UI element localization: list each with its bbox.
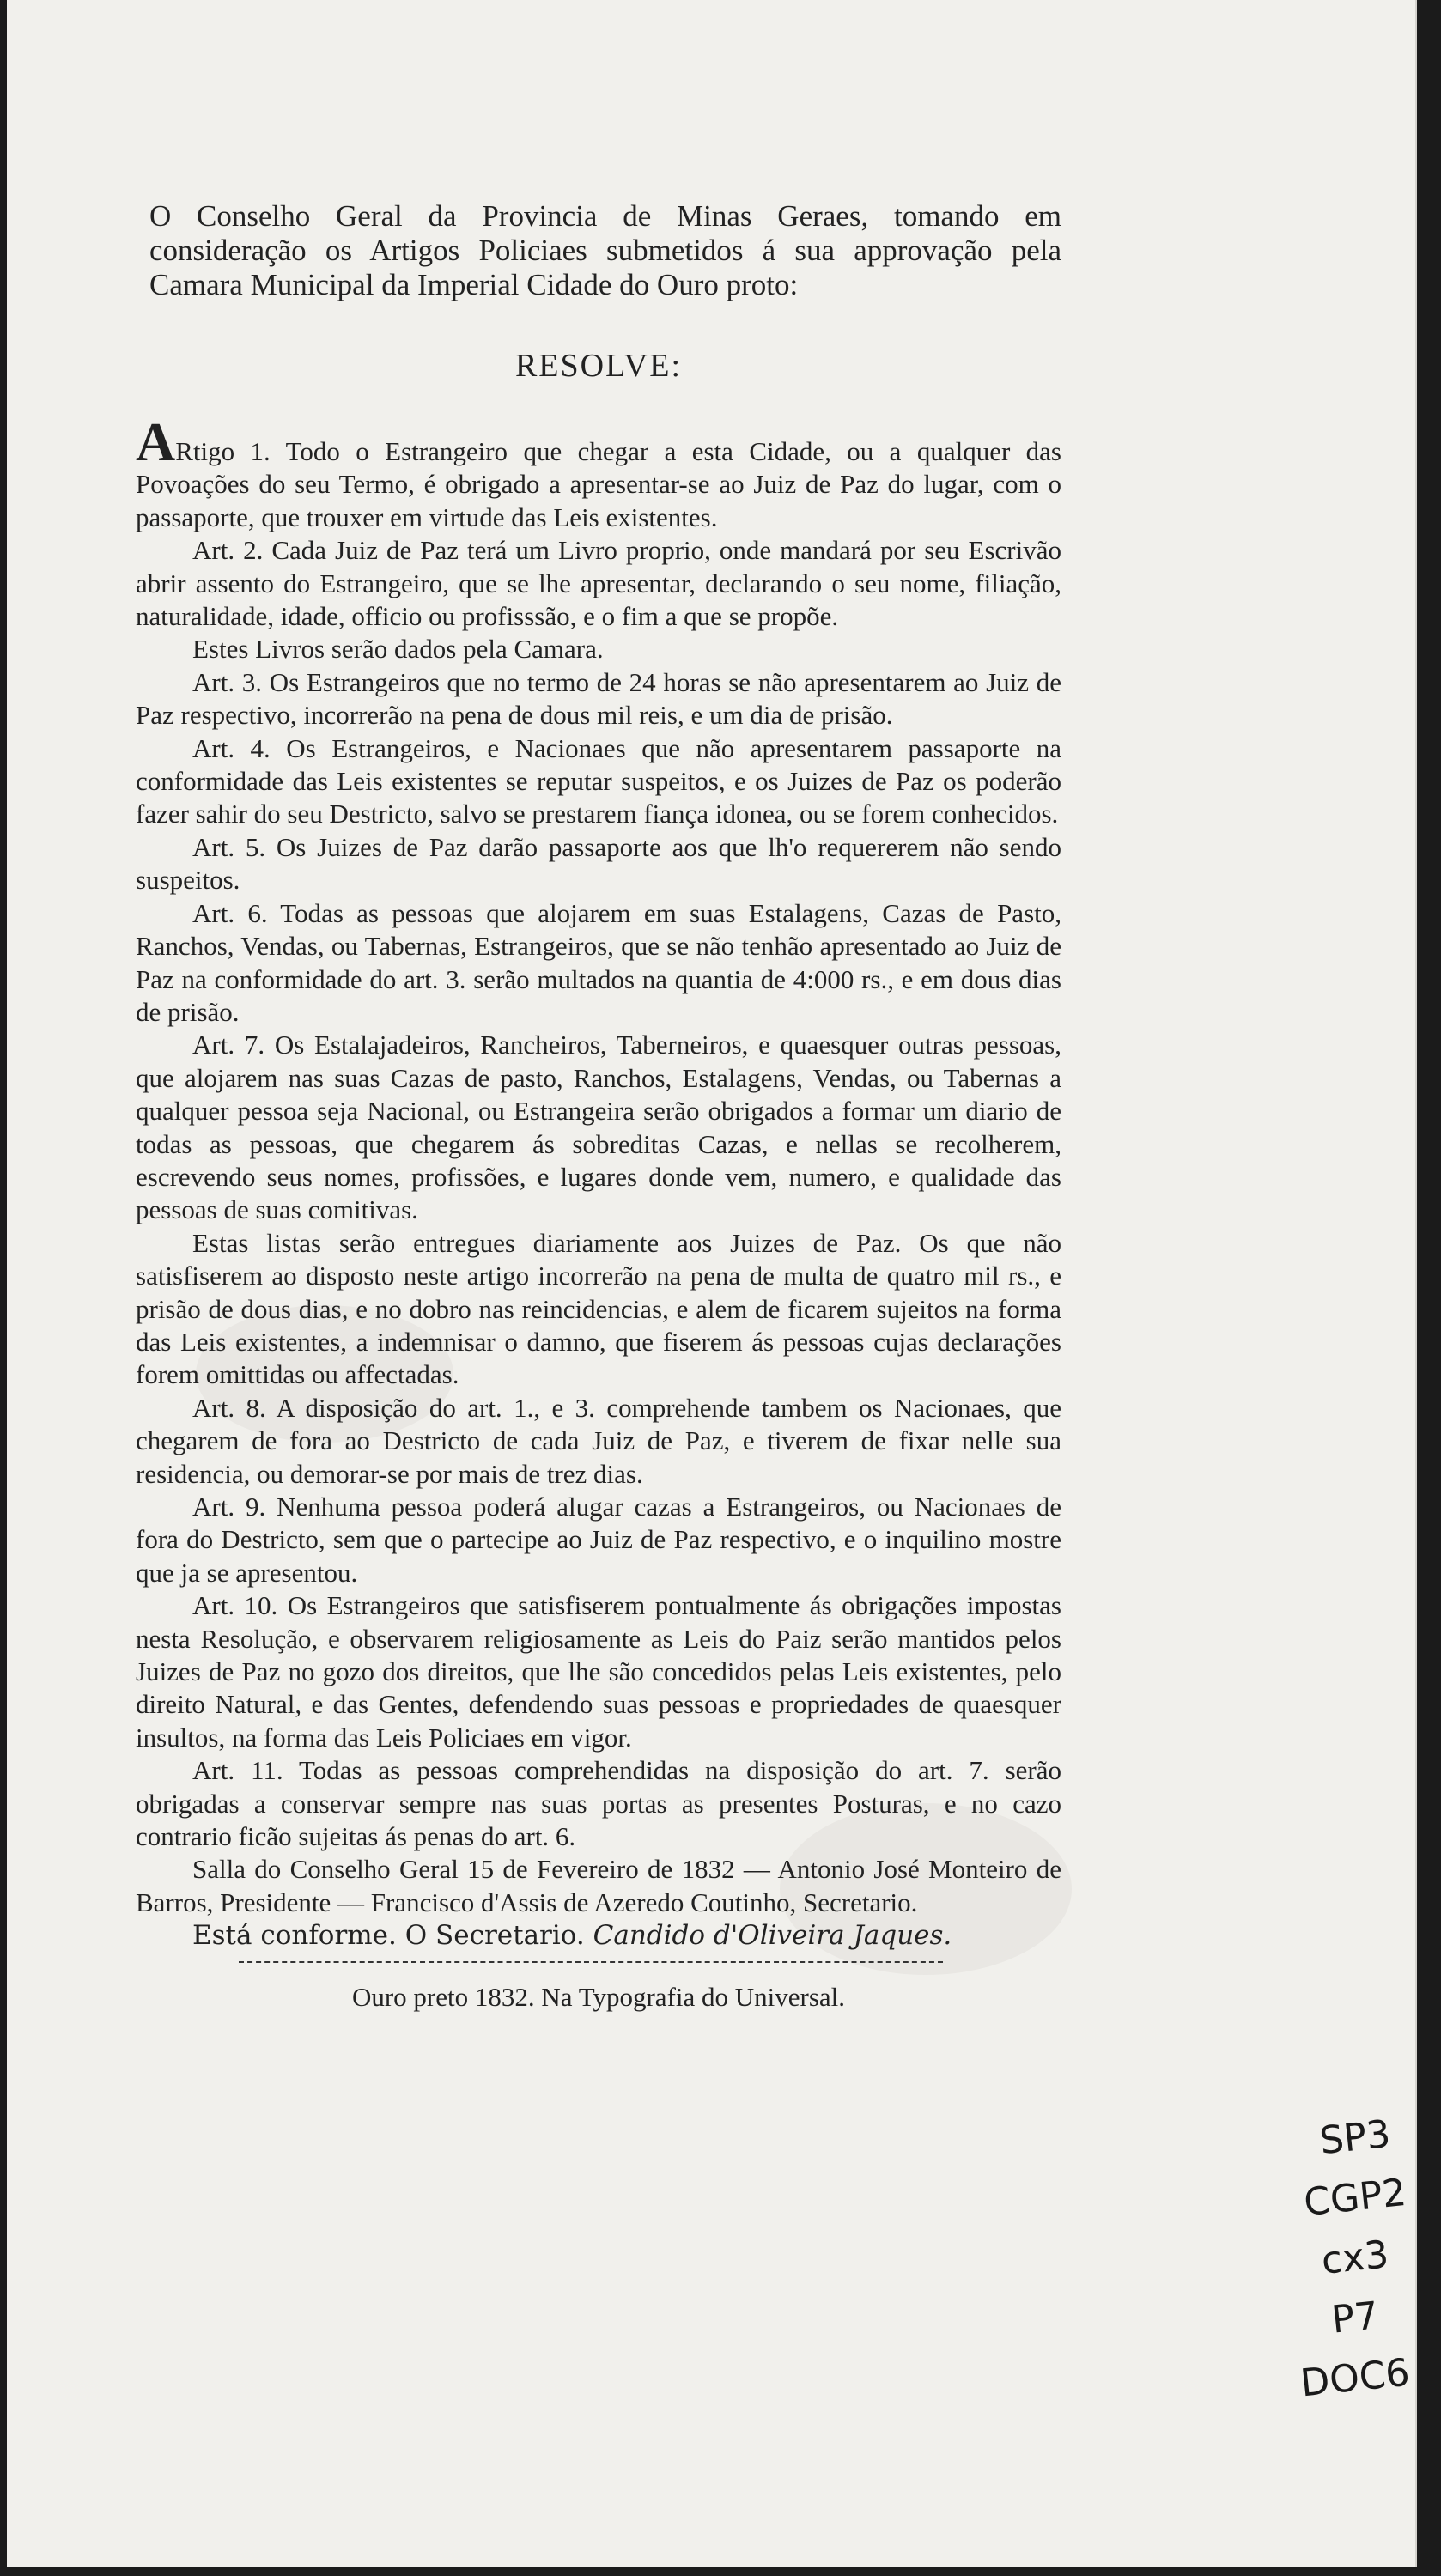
article-label: Art. 6. [192, 897, 268, 928]
archive-marks [1295, 2108, 1415, 2409]
article-2-note [136, 633, 1061, 665]
article-9 [136, 1491, 1061, 1589]
archive-mark: DOC6 [1298, 2350, 1412, 2406]
secretary-signature: Candido d'Oliveira Jaques. [593, 1920, 952, 1952]
article-4 [136, 732, 1061, 831]
divider-rule [239, 1961, 943, 1963]
article-text: Estas listas serão entregues diariamente aos Juizes de Paz. Os que não satisfiserem ao disposto neste artigo incorrerão na pena de multa de quatro mil rs., e prisão de dous dias, e no dobro nas reincidencias, e alem de ficarem sujeitos na forma das Leis existentes, a indemnisar o damno, que fiserem ás pessoas cujas declarações forem omittidas ou affectadas. [136, 1227, 1061, 1390]
article-label: Rtigo 1. [175, 436, 271, 466]
article-label: Art. 7. [192, 1030, 265, 1060]
article-text: Os Estrangeiros, e Nacionaes que não apresentarem passaporte na conformidade das Leis existentes se reputar suspeitos, e os Juizes de Paz os poderão fazer sahir do seu Destricto, salvo se prestarem fiança idonea, ou se forem conhecidos. [136, 732, 1061, 829]
article-text: Os Estalajadeiros, Rancheiros, Taberneiros, e quaesquer outras pessoas, que alojarem nas suas Cazas de pasto, Ranchos, Estalagens, Vendas, ou Tabernas a qualquer pessoa seja Nacional, ou Estrangeira serão obrigados a formar um diario de todas as pessoas, que chegarem ás sobreditas Cazas, e nellas se recolherem, escrevendo seus nomes, profissões, e lugares donde vem, numero, e qualidade das pessoas de suas comitivas. [136, 1030, 1061, 1225]
dropcap: A [136, 411, 176, 472]
article-text: Cada Juiz de Paz terá um Livro proprio, onde mandará por seu Escrivão abrir assento do Estrangeiro, que se lhe apresentar, declarando o seu nome, filiação, naturalidade, idade, officio ou profisssão, e o fim a que se propõe. [136, 535, 1061, 632]
article-label: Art. 4. [192, 732, 271, 763]
article-label: Art. 2. [192, 535, 264, 566]
article-text: Todas as pessoas que alojarem em suas Estalagens, Cazas de Pasto, Ranchos, Vendas, ou Tabernas, Estrangeiros, que se não tenhão apresentado ao Juiz de Paz na conformidade do art. 3. serão multados na quantia de 4:000 rs., e em dous dias de prisão. [136, 897, 1061, 1027]
resolve-heading: RESOLVE: [514, 348, 683, 384]
article-label: Art. 11. [192, 1755, 283, 1786]
article-10 [136, 1589, 1061, 1754]
document-page [7, 0, 1417, 2567]
article-label: Art. 9. [192, 1492, 266, 1522]
article-text: Os Juizes de Paz darão passaporte aos que lh'o requererem não sendo suspeitos. [136, 831, 1061, 896]
conformity-line [136, 1919, 1061, 1952]
article-text: Estes Livros serão dados pela Camara. [192, 634, 604, 665]
article-text: A disposição do art. 1., e 3. comprehende tambem os Nacionaes, que chegarem de fora ao Destricto de cada Juiz de Paz, e tiverem de fixar nelle sua residencia, ou demorar-se por mais de trez dias. [136, 1392, 1061, 1489]
article-5 [136, 831, 1061, 897]
article-7-note [136, 1227, 1061, 1392]
article-text: Todas as pessoas comprehendidas na disposição do art. 7. serão obrigadas a conservar sempre nas suas portas as presentes Posturas, e no cazo contrario ficão sujeitas ás penas do art. 6. [136, 1755, 1061, 1852]
intro-paragraph: O Conselho Geral da Provincia de Minas Geraes, tomando em consideração os Artigos Policiaes submetidos á sua approvação pela Camara Municipal da Imperial Cidade do Ouro proto: [149, 199, 1061, 301]
article-text: Nenhuma pessoa poderá alugar cazas a Estrangeiros, ou Nacionaes de fora do Destricto, sem que o partecipe ao Juiz de Paz respectivo, e o inquilino mostre que ja se apresentou. [136, 1492, 1061, 1588]
archive-mark: P7 [1329, 2293, 1381, 2342]
article-text: Os Estrangeiros que no termo de 24 horas se não apresentarem ao Juiz de Paz respectivo, incorrerão na pena de dous mil reis, e um dia de prisão. [136, 666, 1061, 731]
article-11 [136, 1754, 1061, 1853]
archive-mark: CGP2 [1301, 2170, 1408, 2226]
archive-mark: SP3 [1317, 2111, 1393, 2164]
document-body [136, 199, 1061, 2013]
conformity-text: Está conforme. O Secretario. [192, 1920, 585, 1952]
article-label: Art. 3. [192, 666, 263, 697]
article-1 [136, 411, 1061, 534]
article-3 [136, 666, 1061, 732]
article-8 [136, 1392, 1061, 1491]
article-7 [136, 1029, 1061, 1226]
session-signatures [136, 1853, 1061, 1919]
article-text: Salla do Conselho Geral 15 de Fevereiro de 1832 — Antonio José Monteiro de Barros, Presidente — Francisco d'Assis de Azeredo Coutinho, Secretario. [136, 1854, 1061, 1917]
archive-mark: cx3 [1319, 2233, 1391, 2283]
article-text: Todo o Estrangeiro que chegar a esta Cidade, ou a qualquer das Povoações do seu Termo, é obrigado a apresentar-se ao Juiz de Paz do lugar, com o passaporte, que trouxer em virtude das Leis existentes. [136, 436, 1061, 532]
article-label: Art. 8. [192, 1392, 266, 1423]
article-label: Art. 10. [192, 1590, 278, 1621]
article-text: Os Estrangeiros que satisfiserem pontualmente ás obrigações impostas nesta Resolução, e observarem religiosamente as Leis do Paiz serão mantidos pelos Juizes de Paz no gozo dos direitos, que lhe são concedidos pelas Leis existentes, pelo direito Natural, e das Gentes, defendendo suas pessoas e propriedades de quaesquer insultos, na forma das Leis Policiaes em vigor. [136, 1590, 1061, 1753]
article-6 [136, 897, 1061, 1030]
article-label: Art. 5. [192, 831, 266, 862]
article-2 [136, 534, 1061, 633]
imprint-line: Ouro preto 1832. Na Typografia do Universal. [351, 1981, 846, 2012]
